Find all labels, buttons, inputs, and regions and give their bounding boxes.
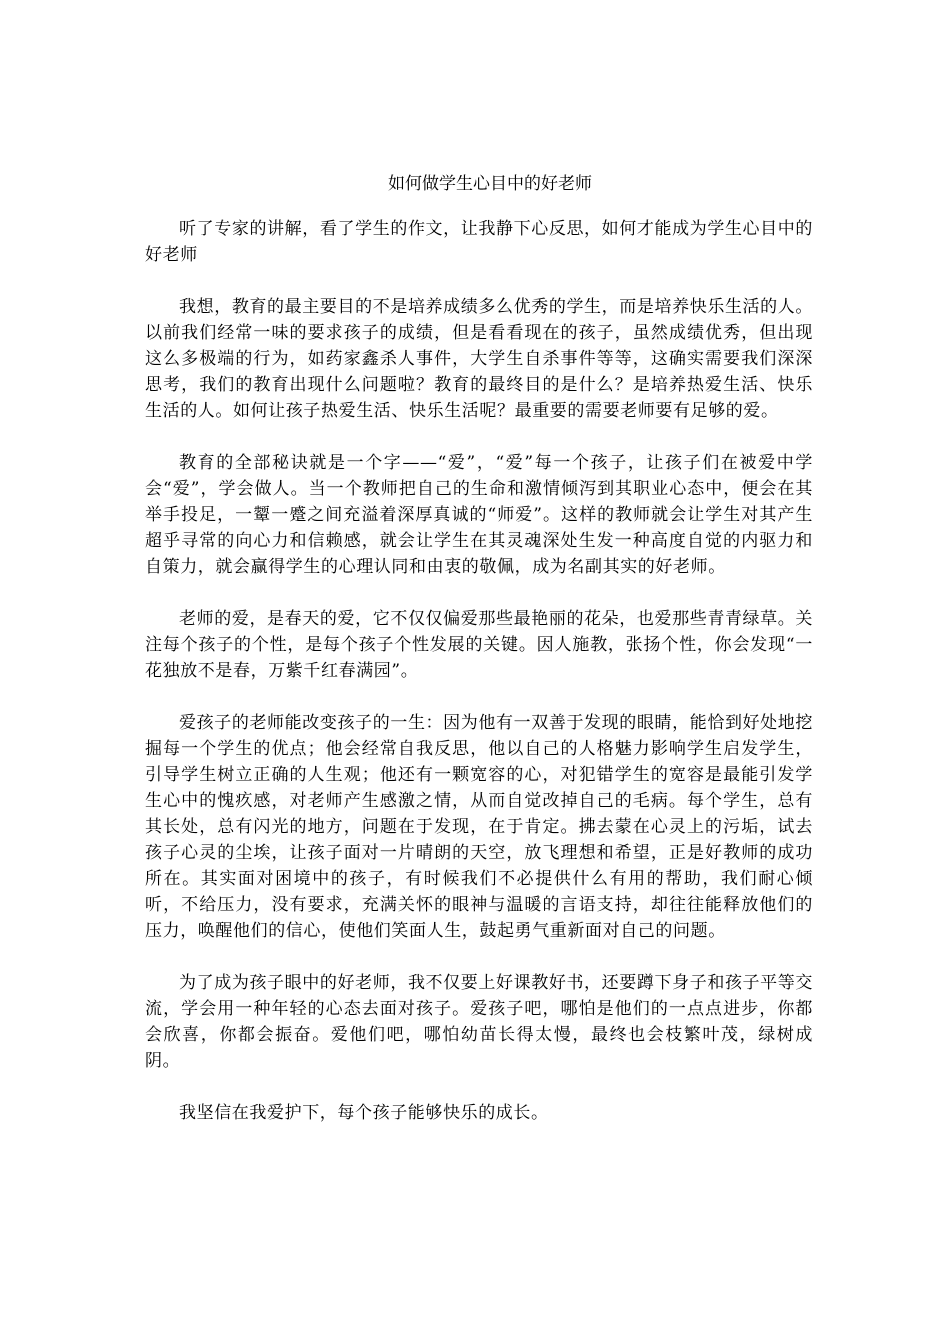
paragraph-5: 爱孩子的老师能改变孩子的一生：因为他有一双善于发现的眼睛，能恰到好处地挖掘每一个学生的优点；他会经常自我反思，他以自己的人格魅力影响学生启发学生，引导学生树立正确的人生观；他还有一颗宽容的心，对犯错学生的宽容是最能引发学生心中的愧疚感，对老师产生感激之情，从而自觉改掉自己的毛病。每个学生，总有其长处，总有闪光的地方，问题在于发现，在于肯定。拂去蒙在心灵上的污垢，试去孩子心灵的尘埃，让孩子面对一片晴朗的天空，放飞理想和希望，正是好教师的成功所在。其实面对困境中的孩子，有时候我们不必提供什么有用的帮助，我们耐心倾听，不给压力，没有要求，充满关怀的眼神与温暖的言语支持，却往往能释放他们的压力，唤醒他们的信心，使他们笑面人生，鼓起勇气重新面对自己的问题。 [145,713,813,941]
document-body [145,216,813,1152]
paragraph-4: 老师的爱，是春天的爱，它不仅仅偏爱那些最艳丽的花朵，也爱那些青青绿草。关注每个孩子的个性，是每个孩子个性发展的关键。因人施教，张扬个性，你会发现“一花独放不是春，万紫千红春满园”。 [145,609,813,681]
paragraph-1: 听了专家的讲解，看了学生的作文，让我静下心反思，如何才能成为学生心目中的好老师 [145,219,813,265]
paragraph-2: 我想，教育的最主要目的不是培养成绩多么优秀的学生，而是培养快乐生活的人。以前我们经常一味的要求孩子的成绩，但是看看现在的孩子，虽然成绩优秀，但出现这么多极端的行为，如药家鑫杀人事件，大学生自杀事件等等，这确实需要我们深深思考，我们的教育出现什么问题啦？教育的最终目的是什么？是培养热爱生活、快乐生活的人。如何让孩子热爱生活、快乐生活呢？最重要的需要老师要有足够的爱。 [145,297,813,421]
paragraph-6: 为了成为孩子眼中的好老师，我不仅要上好课教好书，还要蹲下身子和孩子平等交流，学会用一种年轻的心态去面对孩子。爱孩子吧，哪怕是他们的一点点进步，你都会欣喜，你都会振奋。爱他们吧，哪怕幼苗长得太慢，最终也会枝繁叶茂，绿树成阴。 [145,973,813,1071]
paragraph-3: 教育的全部秘诀就是一个字——“爱”，“爱”每一个孩子，让孩子们在被爱中学会“爱”，学会做人。当一个教师把自己的生命和激情倾泻到其职业心态中，便会在其举手投足，一颦一蹙之间充溢着深厚真诚的“师爱”。这样的教师就会让学生对其产生超乎寻常的向心力和信赖感，就会让学生在其灵魂深处生发一种高度自觉的内驱力和自策力，就会赢得学生的心理认同和由衷的敬佩，成为名副其实的好老师。 [145,453,813,577]
paragraph-7: 我坚信在我爱护下，每个孩子能够快乐的成长。 [179,1103,549,1123]
document-title: 如何做学生心目中的好老师 [388,174,592,194]
